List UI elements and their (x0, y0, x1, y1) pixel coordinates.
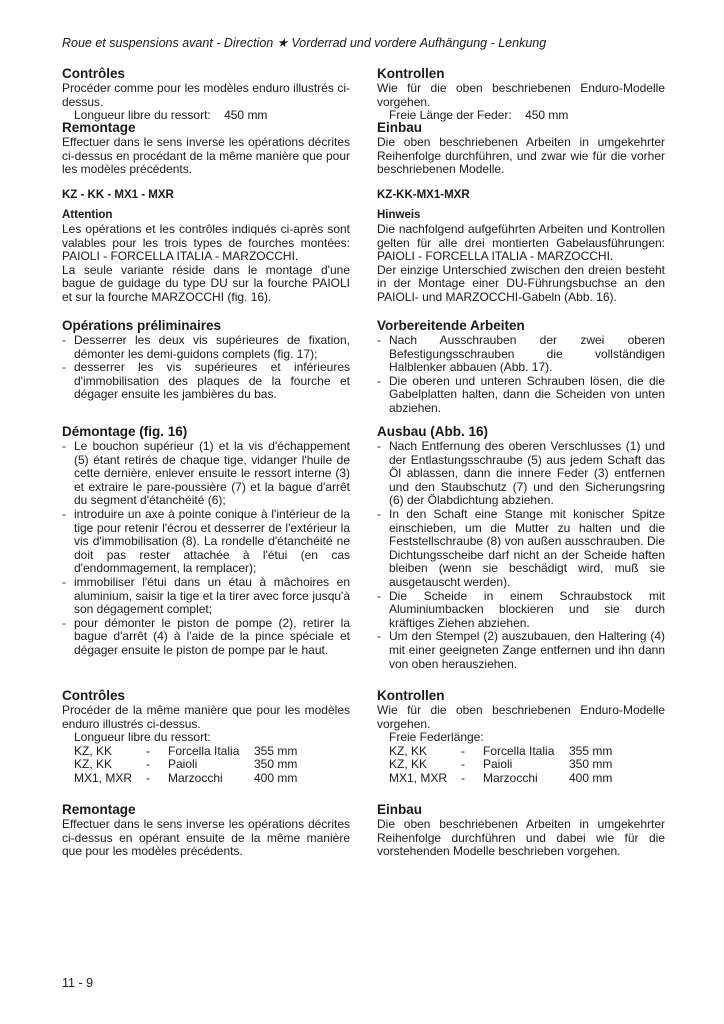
section-text: Effectuer dans le sens inverse les opérations décrites ci-dessus en procédant de la même manière que pour les modèles précédents. (62, 135, 350, 177)
section-text: Effectuer dans le sens inverse les opérations décrites ci-dessus en opérant ensuite de la même manière que pour les modèles précédents. (62, 817, 350, 859)
model-cell: MX1, MXR (74, 770, 133, 785)
section-controles-1 (62, 66, 350, 123)
section-title: Contrôles (62, 66, 126, 81)
table-row (74, 758, 297, 772)
fork-cell: Marzocchi (168, 770, 223, 785)
list-item: - immobiliser l'étui dans un étau à mâchoires en aluminium, saisir la tige et la tirer avec force jusqu'à son dégagement complet; (62, 576, 350, 617)
section-text: Der einzige Unterschied zwischen den dreien besteht in der Montage einer DU-Führungsbuchse an den PAIOLI- und MARZOCCHI-Gabeln (Abb. 16). (377, 262, 665, 304)
dash-cell: - (461, 757, 465, 772)
section-preliminaires (62, 318, 350, 424)
spec-label: Longueur libre du ressort: (74, 730, 211, 745)
column-french (62, 66, 350, 859)
models-title: KZ-KK-MX1-MXR (377, 189, 470, 201)
spring-length-table (389, 745, 612, 786)
section-text: La seule variante réside dans le montage d'une bague de guidage du type DU sur la fourche PAIOLI et sur la fourche MARZOCCHI (fig. 16). (62, 262, 350, 304)
section-text: Procéder de la même manière que pour les modèles enduro illustrés ci-dessus. (62, 703, 350, 731)
list-item: - Nach Ausschrauben der zwei oberen Befestigungsschrauben die vollständigen Halblenker abbauen (Abb. 17). (377, 334, 665, 375)
list-item: - In den Schaft eine Stange mit konischer Spitze einschieben, um die Mutter zu halten und die Feststellschraube (8) von außen ausschrauben. Die Dichtungsscheibe darf nicht an der Scheide haften bleiben (wenn sie beschädigt wird, muß sie ausgetauscht werden). (377, 508, 665, 590)
page-header: Roue et suspensions avant - Direction ★ Vorderrad und vordere Aufhängung - Lenkung (62, 36, 547, 50)
section-kontrollen-1 (377, 66, 665, 123)
length-cell: 355 mm (254, 743, 298, 758)
section-title: Remontage (62, 802, 136, 817)
section-text: Die nachfolgend aufgeführten Arbeiten und Kontrollen gelten für alle drei montierten Gabelausführungen: PAIOLI - FORCELLA ITALIA - MARZOCCHI. (377, 222, 665, 264)
section-remontage-2 (62, 802, 350, 859)
fork-cell: Forcella Italia (483, 743, 555, 758)
section-text: Wie für die oben beschriebenen Enduro-Modelle vorgehen. (377, 703, 665, 731)
section-einbau-1 (377, 120, 665, 188)
list-item: - Le bouchon supérieur (1) et la vis d'échappement (5) étant retirés de chaque tige, vidanger l'huile de cette dernière, enlever ensuite le ressort interne (3) et extraire le pare-poussière (7) et la bague d'arrêt du segment d'étanchéité (6); (62, 440, 350, 508)
dash-list (62, 334, 350, 402)
spec-label: Freie Federlänge: (389, 730, 484, 745)
section-title: Contrôles (62, 688, 126, 703)
model-cell: KZ, KK (389, 743, 428, 758)
section-title: Hinweis (377, 209, 421, 221)
dash-list (62, 440, 350, 658)
length-cell: 355 mm (569, 743, 613, 758)
fork-cell: Marzocchi (483, 770, 538, 785)
length-cell: 400 mm (569, 770, 613, 785)
model-cell: MX1, MXR (389, 770, 448, 785)
fork-cell: Paioli (483, 757, 513, 772)
section-title: Opérations préliminaires (62, 318, 222, 333)
section-title: Einbau (377, 802, 423, 817)
dash-cell: - (146, 770, 150, 785)
section-kontrollen-2 (377, 688, 665, 802)
list-item: - Nach Entfernung des oberen Verschlusses (1) und der Entlastungsschraube (5) aus jedem Schaft das Öl ablassen, dann die innere Feder (3) entfernen und den Staubschutz (7) und den Sicherungsring (6) der Ölabdichtung abziehen. (377, 440, 665, 508)
section-title: Remontage (62, 120, 136, 135)
model-cell: KZ, KK (389, 757, 428, 772)
list-item: - Die oberen und unteren Schrauben lösen, die die Gabelplatten halten, dann die Scheiden von unten abziehen. (377, 375, 665, 416)
length-cell: 350 mm (569, 757, 613, 772)
dash-cell: - (461, 770, 465, 785)
table-row (74, 772, 297, 786)
section-controles-2 (62, 688, 350, 802)
model-cell: KZ, KK (74, 743, 113, 758)
dash-cell: - (146, 757, 150, 772)
section-hinweis (377, 208, 665, 318)
section-text: Die oben beschriebenen Arbeiten in umgekehrter Reihenfolge durchführen und dabei wie für die vorstehenden Modelle beschrieben vorgehen. (377, 817, 665, 859)
dash-cell: - (146, 743, 150, 758)
section-demontage (62, 424, 350, 688)
spec-line: Freie Länge der Feder: 450 mm (389, 108, 569, 123)
spec-line: Longueur libre du ressort: 450 mm (74, 108, 268, 123)
list-item: - desserrer les vis supérieures et inférieures d'immobilisation des plaques de la fourche et dégager ensuite les jambières du bas. (62, 361, 350, 402)
section-title: Ausbau (Abb. 16) (377, 424, 489, 439)
spring-length-table (74, 745, 297, 786)
dash-list (377, 440, 665, 671)
table-row (389, 772, 612, 786)
section-title: Attention (62, 209, 113, 221)
column-german (377, 66, 665, 859)
fork-cell: Forcella Italia (168, 743, 240, 758)
fork-cell: Paioli (168, 757, 198, 772)
section-models (377, 188, 665, 208)
section-title: Vorbereitende Arbeiten (377, 318, 525, 333)
models-title: KZ - KK - MX1 - MXR (62, 189, 174, 201)
section-title: Démontage (fig. 16) (62, 424, 188, 439)
section-text: Die oben beschriebenen Arbeiten in umgekehrter Reihenfolge durchführen, und zwar wie für die vorher beschriebenen Modelle. (377, 135, 665, 177)
table-row (389, 758, 612, 772)
section-vorbereitende (377, 318, 665, 424)
section-text: Wie für die oben beschriebenen Enduro-Modelle vorgehen. (377, 81, 665, 109)
list-item: - Desserrer les deux vis supérieures de fixation, démonter les demi-guidons complets (fig. 17); (62, 334, 350, 361)
list-item: - Die Scheide in einem Schraubstock mit Aluminiumbacken blockieren und sie durch kräftiges Ziehen abziehen. (377, 590, 665, 631)
dash-cell: - (461, 743, 465, 758)
section-einbau-2 (377, 802, 665, 859)
section-attention (62, 208, 350, 318)
model-cell: KZ, KK (74, 757, 113, 772)
section-title: Kontrollen (377, 66, 445, 81)
table-row (389, 745, 612, 759)
section-remontage-1 (62, 120, 350, 188)
section-text: Les opérations et les contrôles indiqués ci-après sont valables pour les trois types de fourches montées: PAIOLI - FORCELLA ITALIA - MARZOCCHI. (62, 222, 350, 264)
section-title: Einbau (377, 120, 423, 135)
length-cell: 400 mm (254, 770, 298, 785)
section-models (62, 188, 350, 208)
section-ausbau (377, 424, 665, 688)
section-title: Kontrollen (377, 688, 445, 703)
section-text: Procéder comme pour les modèles enduro illustrés ci-dessus. (62, 81, 350, 109)
list-item: - introduire un axe à pointe conique à l'intérieur de la tige pour retenir l'écrou et desserrer de l'extérieur la vis d'immobilisation (8). La rondelle d'étanchéité ne doit pas rester attachée à l'étui (en cas d'endommagement, la remplacer); (62, 508, 350, 576)
table-row (74, 745, 297, 759)
dash-list (377, 334, 665, 416)
length-cell: 350 mm (254, 757, 298, 772)
list-item: - Um den Stempel (2) auszubauen, den Haltering (4) mit einer geeigneten Zange entfernen und ihn dann von oben herausziehen. (377, 630, 665, 671)
list-item: - pour démonter le piston de pompe (2), retirer la bague d'arrêt (4) à l'aide de la pince spéciale et dégager ensuite le piston de pompe par le haut. (62, 617, 350, 658)
page-number: 11 - 9 (62, 976, 94, 990)
